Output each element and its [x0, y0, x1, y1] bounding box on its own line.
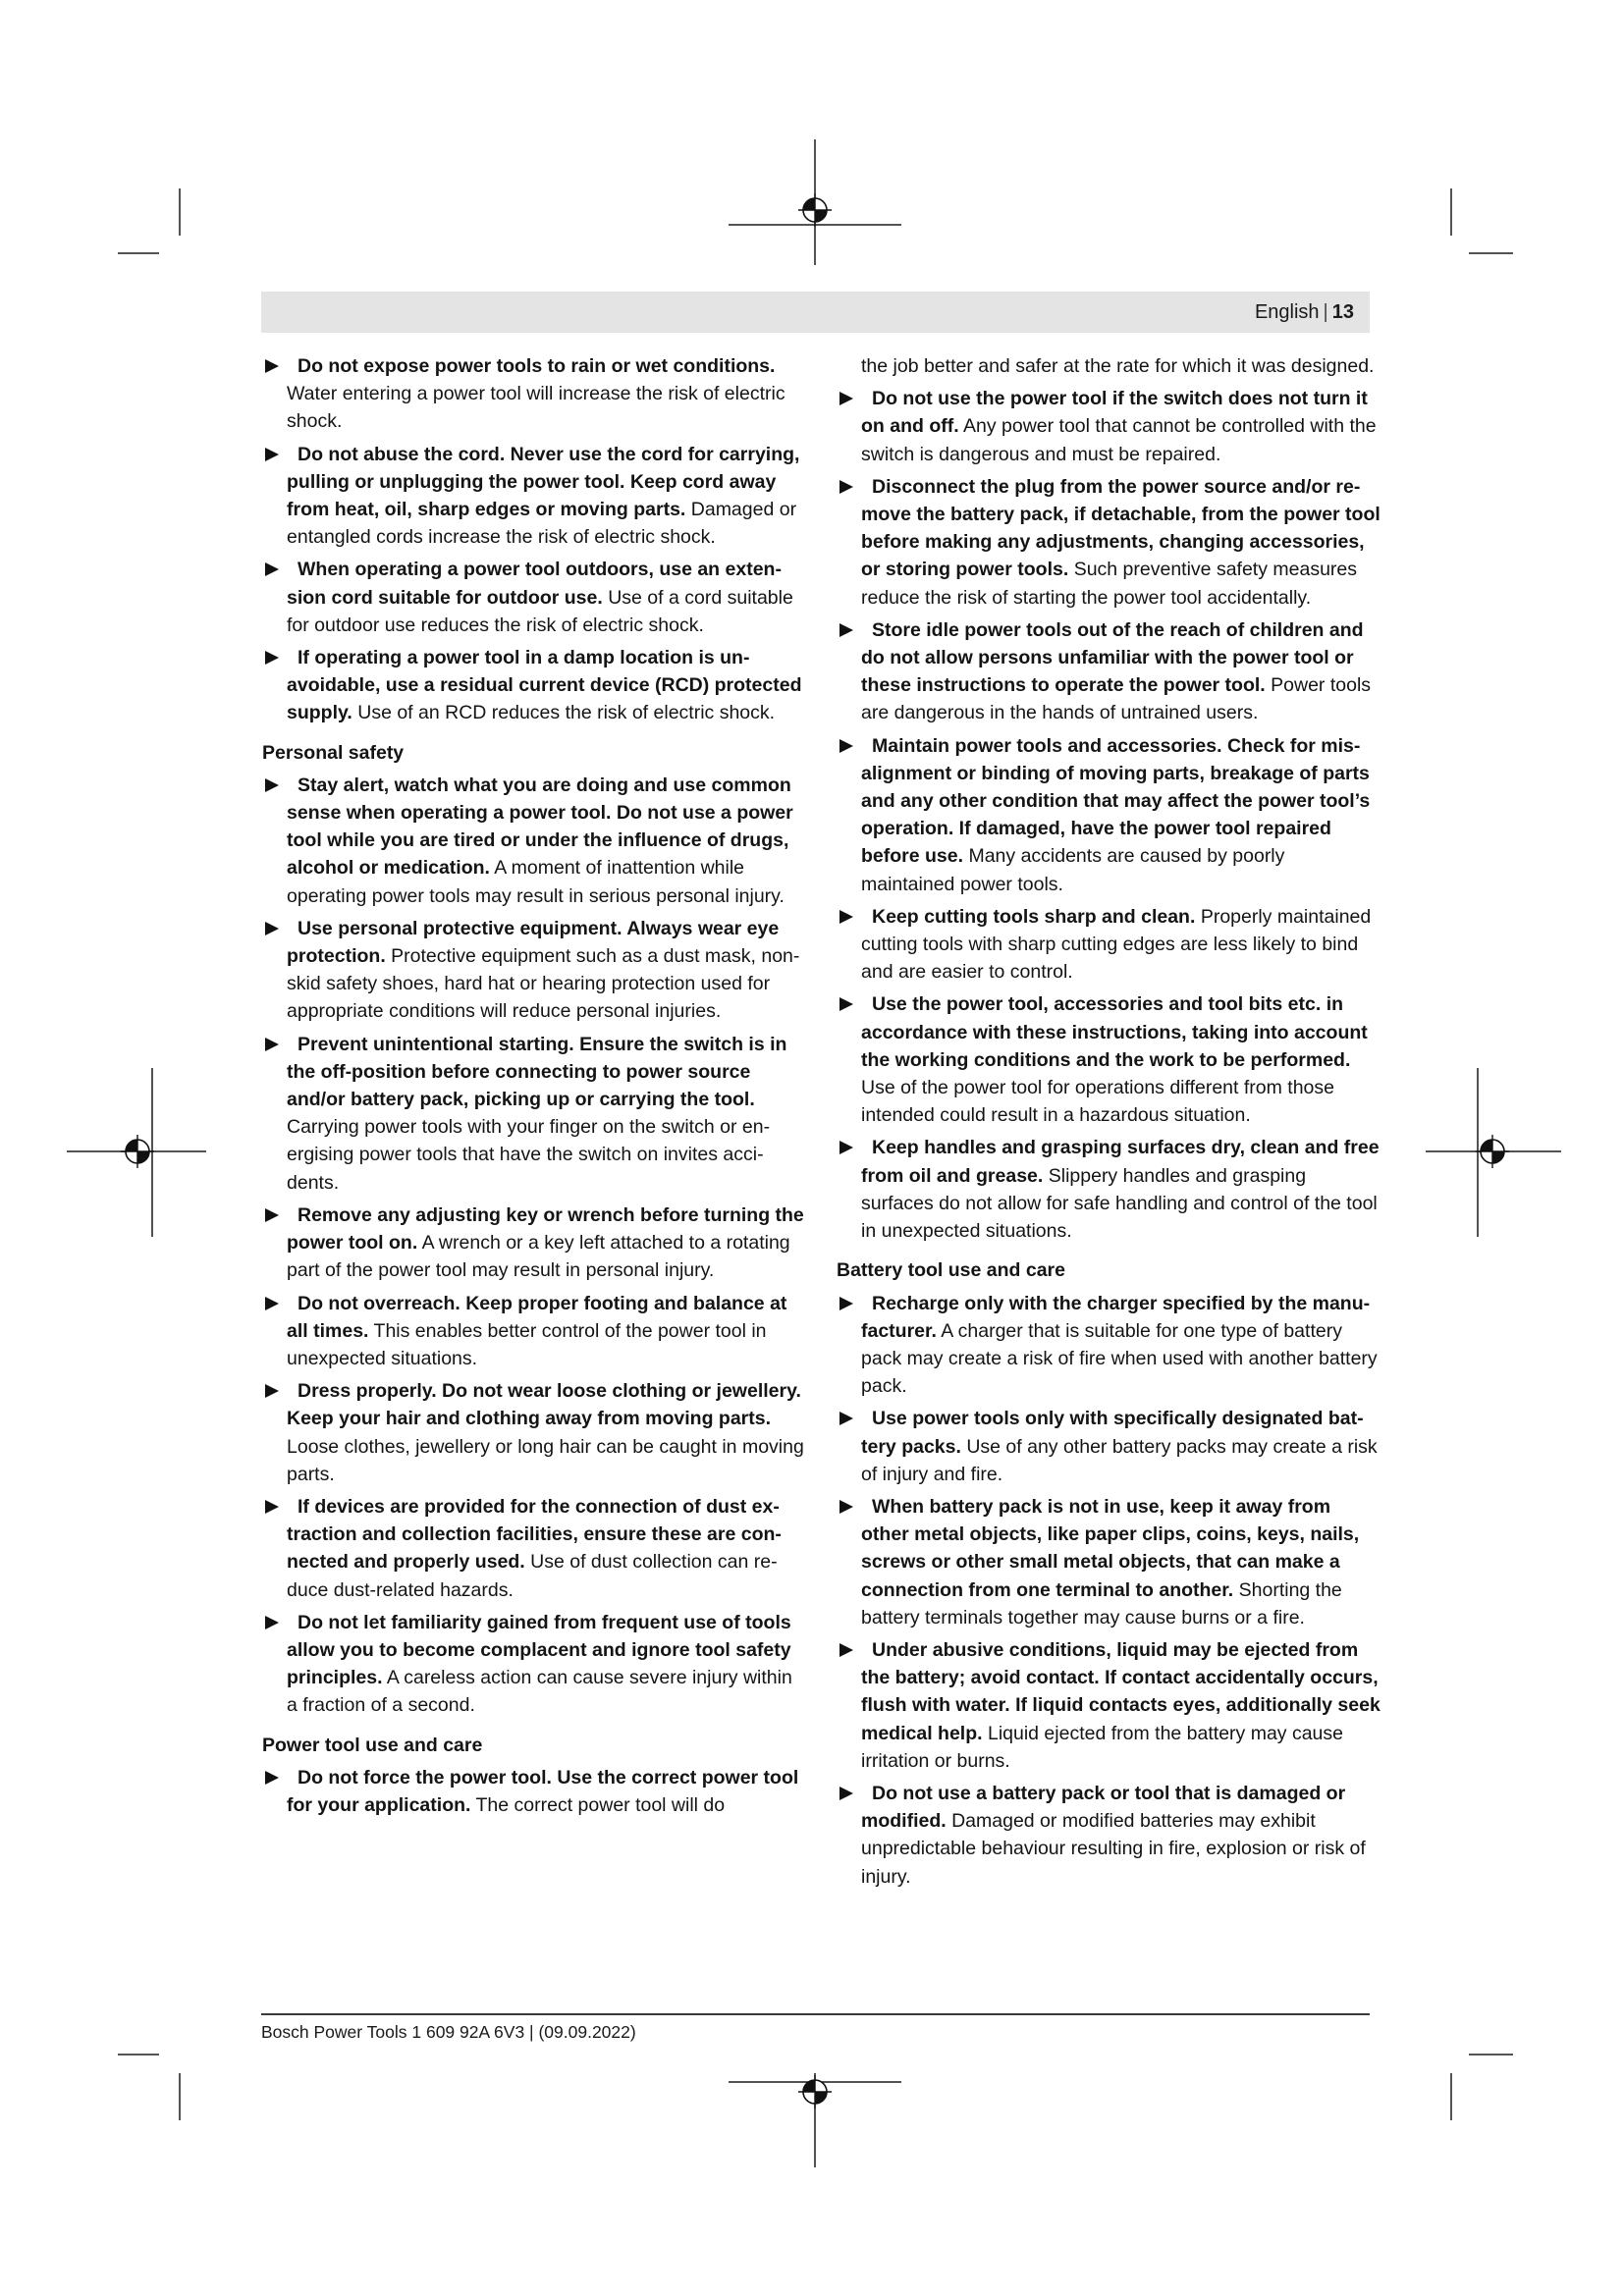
- instruction-warning: Do not abuse the cord. Never use the cord for carrying, pulling or unplugging the power tool. Keep cord away from heat, oil, sharp edges or moving parts.: [287, 443, 800, 521]
- bullet-icon: [839, 1141, 853, 1154]
- bullet-icon: [839, 480, 853, 494]
- safety-instruction: [262, 441, 808, 552]
- registration-mark-left: [67, 1068, 206, 1237]
- bullet-icon: [839, 1412, 853, 1425]
- safety-instruction: [837, 1780, 1382, 1891]
- instruction-explanation: Many accidents are caused by poorly maintained power tools.: [861, 845, 1285, 895]
- section-heading: Battery tool use and care: [837, 1259, 1065, 1282]
- instruction-warning: Stay alert, watch what you are doing and use common sense when operating a power tool. Do not use a power tool while you are tired or under the influence of drugs, alcohol or medication.: [287, 774, 793, 880]
- instruction-warning: Dress properly. Do not wear loose clothing or jewellery. Keep your hair and clothing away from moving parts.: [287, 1380, 801, 1430]
- registration-mark-top: [729, 139, 901, 265]
- instruction-explanation: Liquid ejected from the battery may cause irritation or burns.: [861, 1722, 1343, 1772]
- instruction-explanation: the job better and safer at the rate for which it was designed.: [861, 355, 1375, 377]
- instruction-explanation: Any power tool that cannot be controlled with the switch is dangerous and must be repaired.: [861, 415, 1377, 465]
- registration-mark-right: [1426, 1068, 1561, 1237]
- instruction-explanation: A charger that is suitable for one type of battery pack may create a risk of fire when used with another battery pack.: [861, 1319, 1378, 1398]
- bullet-icon: [839, 1787, 853, 1800]
- instruction-explanation: Properly maintained cutting tools with sharp cutting edges are less likely to bind and are easier to control.: [861, 905, 1372, 984]
- safety-instruction: [837, 385, 1382, 468]
- safety-instruction: [262, 1201, 808, 1285]
- safety-instruction: [837, 616, 1382, 727]
- instruction-explanation: Water entering a power tool will increase the risk of electric shock.: [287, 383, 785, 433]
- right-column: [837, 352, 1382, 1891]
- crop-mark-bottom-left: [118, 2055, 180, 2120]
- footer-rule: [261, 2013, 1370, 2015]
- instruction-warning: If operating a power tool in a damp location is unavoidable, use a residual current device (RCD) protected supply.: [287, 647, 802, 724]
- safety-instruction: [837, 473, 1382, 612]
- instruction-warning: Remove any adjusting key or wrench before turning the power tool on.: [287, 1203, 804, 1255]
- instruction-explanation: Use of dust collection can reduce dust-related hazards.: [287, 1551, 778, 1601]
- bullet-icon: [265, 359, 279, 373]
- safety-instruction: [837, 1134, 1382, 1245]
- instruction-warning: Keep handles and grasping surfaces dry, clean and free from oil and grease.: [861, 1137, 1380, 1187]
- footer-text: Bosch Power Tools 1 609 92A 6V3 | (09.09.2022): [261, 2022, 636, 2042]
- instruction-explanation: Use of an RCD reduces the risk of electric shock.: [357, 702, 776, 724]
- instruction-explanation: A moment of inattention while operating power tools may result in serious personal injury.: [287, 857, 785, 907]
- bullet-icon: [265, 778, 279, 792]
- bullet-icon: [839, 1643, 853, 1657]
- safety-instruction: [837, 990, 1382, 1129]
- safety-instruction: [837, 903, 1382, 987]
- bullet-icon: [839, 910, 853, 924]
- instruction-warning: Do not use the power tool if the switch does not turn it on and off.: [861, 388, 1368, 438]
- instruction-explanation: Such preventive safety measures reduce the risk of starting the power tool accidentally.: [861, 559, 1357, 609]
- safety-instruction: [262, 1031, 808, 1197]
- section-heading: Personal safety: [262, 741, 405, 764]
- instruction-warning: Under abusive conditions, liquid may be ejected from the battery; avoid contact. If contact accidentally occurs, flush with water. If liquid contacts eyes, additionally seek medical help.: [861, 1638, 1380, 1744]
- instruction-warning: If devices are provided for the connection of dust extraction and collection facilities, ensure these are connected and properly used.: [287, 1495, 782, 1574]
- safety-instruction: [262, 915, 808, 1026]
- instruction-explanation: Use of the power tool for operations different from those intended could result in a hazardous situation.: [861, 1077, 1334, 1127]
- instruction-warning: Use personal protective equipment. Always wear eye protection.: [287, 917, 780, 968]
- safety-instruction: [262, 1377, 808, 1488]
- instruction-warning: Use the power tool, accessories and tool bits etc. in accordance with these instructions, taking into account the working conditions and the work to be performed.: [861, 993, 1368, 1071]
- instruction-explanation: Slippery handles and grasping surfaces do not allow for safe handling and control of the tool in unexpected situations.: [861, 1164, 1378, 1243]
- bullet-icon: [839, 1297, 853, 1310]
- bullet-icon: [839, 392, 853, 405]
- crop-mark-bottom-right: [1451, 2055, 1513, 2120]
- instruction-explanation: A careless action can cause severe injury within a fraction of a second.: [287, 1667, 792, 1717]
- instruction-warning: Do not use a battery pack or tool that is damaged or modified.: [861, 1782, 1346, 1833]
- instruction-explanation: Carrying power tools with your finger on the switch or energising power tools that have the switch on invites accidents.: [287, 1116, 771, 1194]
- page-header: [261, 292, 1370, 333]
- crop-mark-top-left: [118, 188, 180, 253]
- crop-mark-top-right: [1451, 188, 1513, 253]
- instruction-warning: Store idle power tools out of the reach of children and do not allow persons unfamiliar with the power tool or these instructions to operate the power tool.: [861, 618, 1364, 697]
- bullet-icon: [839, 739, 853, 753]
- safety-instruction: [262, 1493, 808, 1604]
- safety-instruction: [262, 1290, 808, 1373]
- instruction-warning: Use power tools only with specifically designated battery packs.: [861, 1408, 1364, 1458]
- bullet-icon: [839, 623, 853, 637]
- instruction-warning: Do not let familiarity gained from frequent use of tools allow you to become complacent and ignore tool safety principles.: [287, 1611, 791, 1689]
- bullet-icon: [265, 1500, 279, 1514]
- instruction-explanation: The correct power tool will do: [475, 1793, 726, 1816]
- instruction-warning: Maintain power tools and accessories. Check for misalignment or binding of moving parts, breakage of parts and any other condition that may affect the power tool’s operation. If damaged, have the power tool repaired before use.: [861, 734, 1371, 868]
- instruction-warning: Prevent unintentional starting. Ensure the switch is in the off-position before connecting to power source and/or battery pack, picking up or carrying the tool.: [287, 1033, 787, 1111]
- safety-instruction: [262, 352, 808, 436]
- bullet-icon: [839, 1500, 853, 1514]
- instruction-explanation: Damaged or entangled cords increase the risk of electric shock.: [287, 499, 797, 549]
- instruction-explanation: Use of a cord suitable for outdoor use reduces the risk of electric shock.: [287, 586, 793, 636]
- instruction-warning: Keep cutting tools sharp and clean.: [872, 905, 1196, 928]
- safety-instruction: [262, 644, 808, 727]
- safety-instruction: [837, 1636, 1382, 1775]
- bullet-icon: [265, 448, 279, 461]
- instruction-warning: When operating a power tool outdoors, use an extension cord suitable for outdoor use.: [287, 559, 782, 609]
- safety-instruction: [837, 732, 1382, 898]
- safety-instruction: [262, 556, 808, 639]
- instruction-explanation: Power tools are dangerous in the hands of untrained users.: [861, 674, 1372, 724]
- instruction-explanation: Damaged or modified batteries may exhibit unpredictable behaviour resulting in fire, explosion or risk of injury.: [861, 1810, 1366, 1888]
- safety-instruction-continued: [837, 352, 1382, 380]
- header-separator: |: [1323, 301, 1328, 323]
- bullet-icon: [265, 1297, 279, 1310]
- section-heading: Power tool use and care: [262, 1734, 483, 1756]
- instruction-warning: Do not overreach. Keep proper footing and balance at all times.: [287, 1292, 787, 1342]
- safety-instruction: [262, 1609, 808, 1720]
- bullet-icon: [265, 1616, 279, 1629]
- safety-instruction: [262, 1764, 808, 1819]
- registration-mark-bottom: [729, 2073, 901, 2167]
- instruction-warning: Disconnect the plug from the power source and/or remove the battery pack, if detachable, from the power tool before making any adjustments, changing accessories, or storing power tools.: [861, 475, 1380, 581]
- instruction-explanation: Protective equipment such as a dust mask, non-skid safety shoes, hard hat or hearing protection used for appropriate conditions will reduce personal injuries.: [287, 945, 800, 1023]
- instruction-explanation: Use of any other battery packs may create a risk of injury and fire.: [861, 1435, 1378, 1485]
- safety-instruction: [262, 772, 808, 910]
- safety-instruction: [837, 1405, 1382, 1488]
- safety-instruction: [837, 1290, 1382, 1401]
- safety-instruction: [837, 1493, 1382, 1631]
- bullet-icon: [265, 1038, 279, 1051]
- instruction-explanation: Loose clothes, jewellery or long hair can be caught in moving parts.: [287, 1435, 804, 1485]
- bullet-icon: [839, 997, 853, 1011]
- instruction-warning: Recharge only with the charger specified by the manufacturer.: [861, 1292, 1371, 1342]
- bullet-icon: [265, 562, 279, 576]
- page-number: 13: [1331, 301, 1354, 323]
- left-column: [262, 352, 808, 1819]
- instruction-explanation: This enables better control of the power tool in unexpected situations.: [287, 1319, 767, 1369]
- instruction-explanation: A wrench or a key left attached to a rotating part of the power tool may result in personal injury.: [287, 1232, 790, 1282]
- instruction-warning: When battery pack is not in use, keep it away from other metal objects, like paper clips, coins, keys, nails, screws or other small metal objects, that can make a connection from one terminal to another.: [861, 1495, 1360, 1601]
- bullet-icon: [265, 1384, 279, 1398]
- instruction-warning: Do not force the power tool. Use the correct power tool for your application.: [287, 1766, 799, 1816]
- bullet-icon: [265, 922, 279, 935]
- bullet-icon: [265, 651, 279, 665]
- bullet-icon: [265, 1771, 279, 1785]
- instruction-warning: Do not expose power tools to rain or wet conditions.: [298, 355, 776, 377]
- bullet-icon: [265, 1208, 279, 1222]
- instruction-explanation: Shorting the battery terminals together may cause burns or a fire.: [861, 1578, 1342, 1629]
- header-language: English: [1254, 301, 1320, 323]
